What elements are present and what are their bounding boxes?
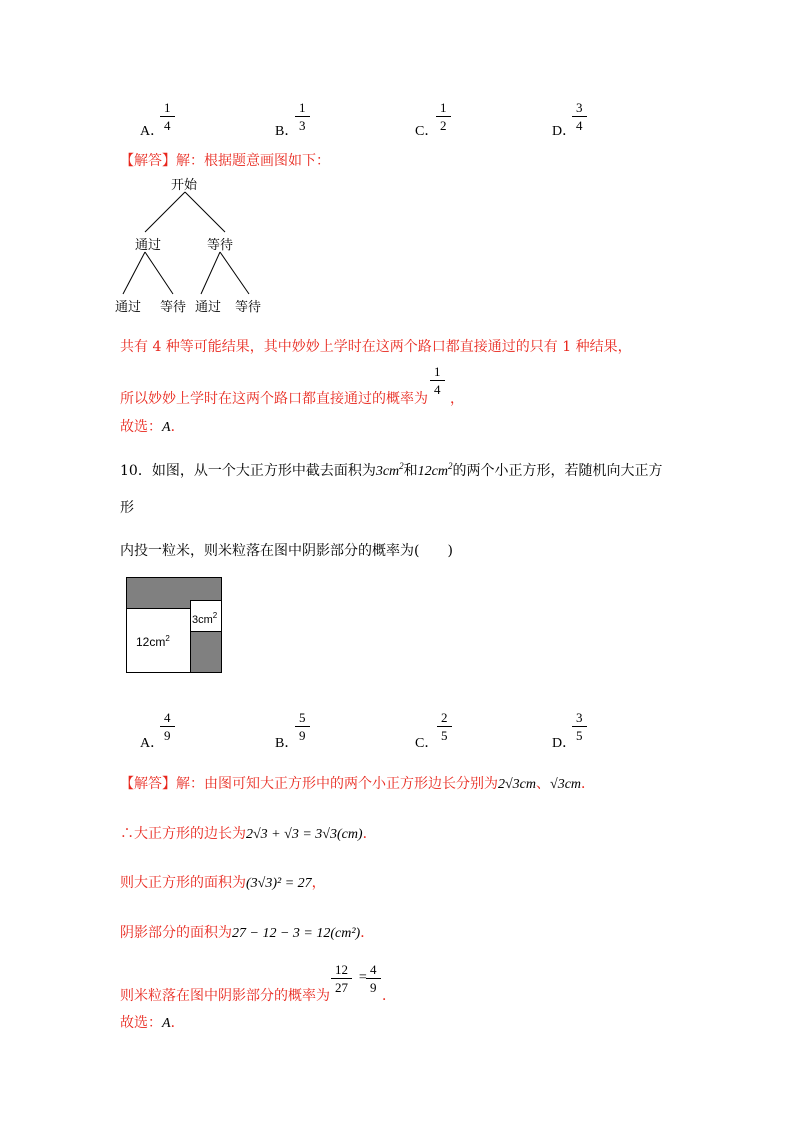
q10-stem-line2: 内投一粒米，则米粒落在图中阴影部分的概率为( ) — [120, 543, 453, 559]
tree-leaf-pass: 通过 — [115, 300, 142, 315]
q10-stem-line1: 10．如图，从一个大正方形中截去面积为$3cm^2$和$12cm^2$的两个小正方形，若随机向大正方 — [120, 461, 663, 479]
q10-solution-line3: 则大正方形的面积为(3√3)² = 27， — [120, 875, 326, 891]
q10-solution-line1: 【解答】解：由图可知大正方形中的两个小正方形边长分别为2√3cm、√3cm． — [120, 776, 596, 792]
q10-solution-line2: ∴大正方形的边长为2√3 + √3 = 3√3(cm)． — [120, 826, 377, 842]
tree-root: 开始 — [171, 178, 198, 193]
q9-solution-line2: 所以妙妙上学时在这两个路口都直接通过的概率为 — [120, 391, 428, 407]
answer-blank[interactable]: ( ) — [414, 543, 453, 559]
option-letter: C． — [415, 124, 439, 139]
option-letter: D． — [552, 736, 577, 751]
q10-frac-4-9: 4 9 — [368, 962, 379, 995]
q9-probability-fraction: 1 4 — [432, 364, 443, 397]
option-fraction: 4 9 — [162, 710, 173, 743]
option-fraction: 1 3 — [297, 100, 308, 133]
option-letter: A． — [140, 124, 165, 139]
option-fraction: 1 2 — [438, 100, 449, 133]
q9-solution-line1: 共有 4 种等可能结果，其中妙妙上学时在这两个路口都直接通过的只有 1 种结果， — [120, 339, 632, 355]
option-letter: B． — [275, 124, 299, 139]
q10-solution-line4: 阴影部分的面积为27 − 12 − 3 = 12(cm²)． — [120, 925, 375, 941]
large-square-label: $12cm^2$ — [136, 634, 170, 649]
tree-node-wait: 等待 — [207, 238, 234, 253]
tree-leaf-wait: 等待 — [235, 300, 262, 315]
q9-answer-label: 【解答】解：根据题意画图如下： — [120, 153, 330, 169]
option-letter: C． — [415, 736, 439, 751]
option-fraction: 3 4 — [574, 100, 585, 133]
option-fraction: 3 5 — [574, 710, 585, 743]
q9-choice: 故选：A． — [120, 419, 185, 435]
q10-frac-12-27: 12 27 — [333, 962, 350, 995]
tree-node-pass: 通过 — [135, 238, 162, 253]
option-letter: D． — [552, 124, 577, 139]
option-fraction: 5 9 — [297, 710, 308, 743]
option-fraction: 2 5 — [439, 710, 450, 743]
small-square-label: $3cm^2$ — [192, 611, 218, 626]
tree-leaf-pass: 通过 — [195, 300, 222, 315]
q10-stem-wrap: 形 — [120, 500, 134, 516]
tree-diagram — [115, 170, 275, 320]
q10-choice: 故选：A． — [120, 1015, 185, 1031]
option-fraction: 1 4 — [162, 100, 173, 133]
q10-solution-line5: 则米粒落在图中阴影部分的概率为 — [120, 988, 330, 1004]
option-letter: B． — [275, 736, 299, 751]
option-letter: A． — [140, 736, 165, 751]
tree-leaf-wait: 等待 — [160, 300, 187, 315]
q10-figure — [126, 577, 222, 673]
